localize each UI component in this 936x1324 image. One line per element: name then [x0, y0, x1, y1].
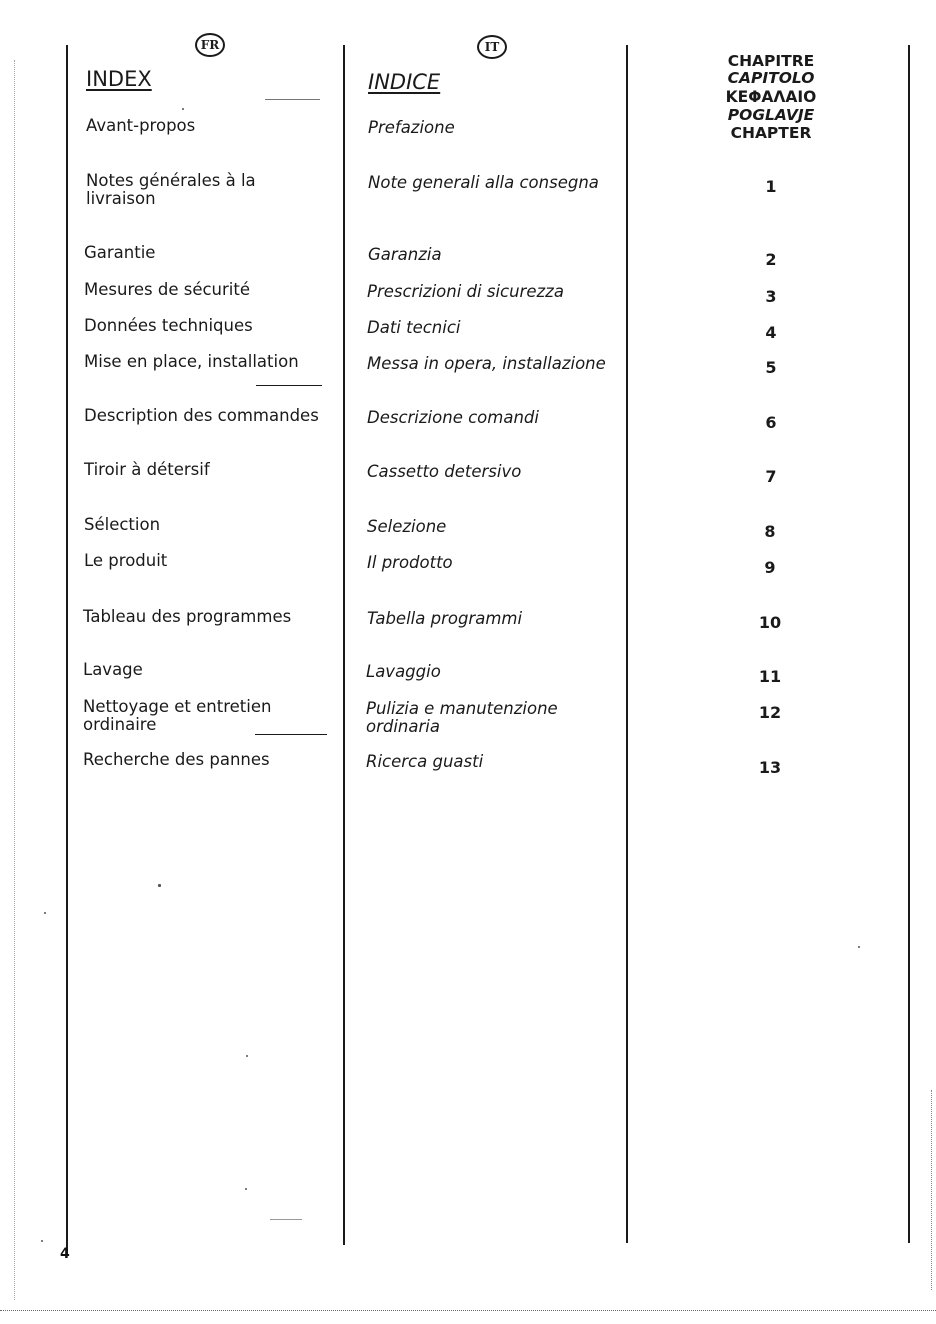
it-item-il-prodotto: Il prodotto — [367, 553, 453, 572]
it-item-pulizia — [366, 700, 558, 736]
chapter-header-it: CAPITOLO — [727, 69, 815, 87]
fr-item-donnees-techniques: Données techniques — [84, 316, 253, 335]
fr-item-selection: Sélection — [84, 515, 161, 534]
it-item-prescrizioni-sicurezza: Prescrizioni di sicurezza — [367, 282, 564, 301]
fr-item-tableau-programmes: Tableau des programmes — [83, 607, 292, 626]
it-item-dati-tecnici: Dati tecnici — [367, 318, 461, 337]
fr-item-tiroir-detersif: Tiroir à détersif — [84, 460, 210, 479]
scan-edge-right — [931, 1090, 932, 1290]
scan-speck — [245, 1188, 247, 1190]
column-divider-right — [908, 45, 910, 1243]
it-item-pulizia-text: Pulizia e manutenzione ordinaria — [366, 699, 558, 736]
chapter-number-5: 5 — [765, 358, 777, 377]
chapter-number-4: 4 — [765, 323, 777, 342]
fr-item-nettoyage — [83, 698, 271, 734]
chapter-number-13: 13 — [758, 758, 782, 777]
column-divider-it-chapter — [626, 45, 628, 1243]
it-item-cassetto-detersivo: Cassetto detersivo — [367, 462, 522, 481]
it-item-garanzia: Garanzia — [368, 245, 442, 264]
fr-index-heading: INDEX — [86, 67, 152, 91]
it-item-note-generali: Note generali alla consegna — [368, 173, 599, 192]
scan-dash — [270, 1219, 302, 1220]
scan-edge-left — [14, 60, 15, 1300]
chapter-header-en: CHAPTER — [730, 124, 812, 142]
it-item-tabella-programmi: Tabella programmi — [367, 609, 523, 628]
chapter-number-12: 12 — [758, 703, 782, 722]
it-item-selezione: Selezione — [367, 517, 447, 536]
fr-item-description-commandes: Description des commandes — [84, 406, 319, 425]
it-item-prefazione: Prefazione — [368, 118, 455, 137]
chapter-number-8: 8 — [764, 522, 776, 541]
fr-item-mise-en-place: Mise en place, installation — [84, 352, 299, 371]
chapter-number-2: 2 — [765, 250, 777, 269]
fr-item-notes-generales-text: Notes générales à la livraison — [86, 171, 256, 208]
scan-speck — [158, 884, 161, 887]
chapter-header-si: POGLAVJE — [727, 106, 815, 124]
chapter-header-fr: CHAPITRE — [727, 52, 815, 70]
scan-speck — [858, 946, 860, 948]
it-item-messa-in-opera: Messa in opera, installazione — [367, 354, 606, 373]
scan-speck — [182, 108, 184, 110]
chapter-number-3: 3 — [765, 287, 777, 306]
chapter-number-10: 10 — [758, 613, 782, 632]
it-index-heading: INDICE — [368, 70, 441, 94]
column-divider-left — [66, 45, 68, 1255]
chapter-number-11: 11 — [758, 667, 782, 686]
fr-item-mesures-securite: Mesures de sécurité — [84, 280, 250, 299]
fr-language-badge: FR — [195, 33, 225, 57]
scan-speck — [246, 1055, 248, 1057]
fr-item-notes-generales — [86, 172, 256, 208]
fr-item-nettoyage-text: Nettoyage et entretien ordinaire — [83, 697, 272, 734]
it-item-ricerca-guasti: Ricerca guasti — [366, 752, 484, 771]
chapter-number-7: 7 — [765, 467, 777, 486]
chapter-number-6: 6 — [765, 413, 777, 432]
chapter-number-1: 1 — [765, 177, 777, 196]
page-bottom-edge — [0, 1310, 936, 1311]
it-item-lavaggio: Lavaggio — [366, 662, 441, 681]
fr-separator-line-2 — [255, 734, 327, 735]
scan-speck — [41, 1240, 43, 1242]
fr-item-garantie: Garantie — [84, 243, 156, 262]
fr-item-le-produit: Le produit — [84, 551, 168, 570]
fr-item-lavage: Lavage — [83, 660, 143, 679]
chapter-number-9: 9 — [764, 558, 776, 577]
scan-speck — [44, 912, 46, 914]
it-item-descrizione-comandi: Descrizione comandi — [367, 408, 539, 427]
fr-separator-line — [256, 385, 322, 386]
page-number: 4 — [60, 1246, 70, 1262]
chapter-header-gr: ΚΕΦΑΛΑΙΟ — [725, 88, 817, 106]
column-divider-fr-it — [343, 45, 345, 1245]
fr-item-recherche-pannes: Recherche des pannes — [83, 750, 270, 769]
it-language-badge: IT — [477, 35, 507, 59]
fr-item-avant-propos: Avant-propos — [86, 116, 196, 135]
fr-separator-mark — [265, 99, 320, 100]
